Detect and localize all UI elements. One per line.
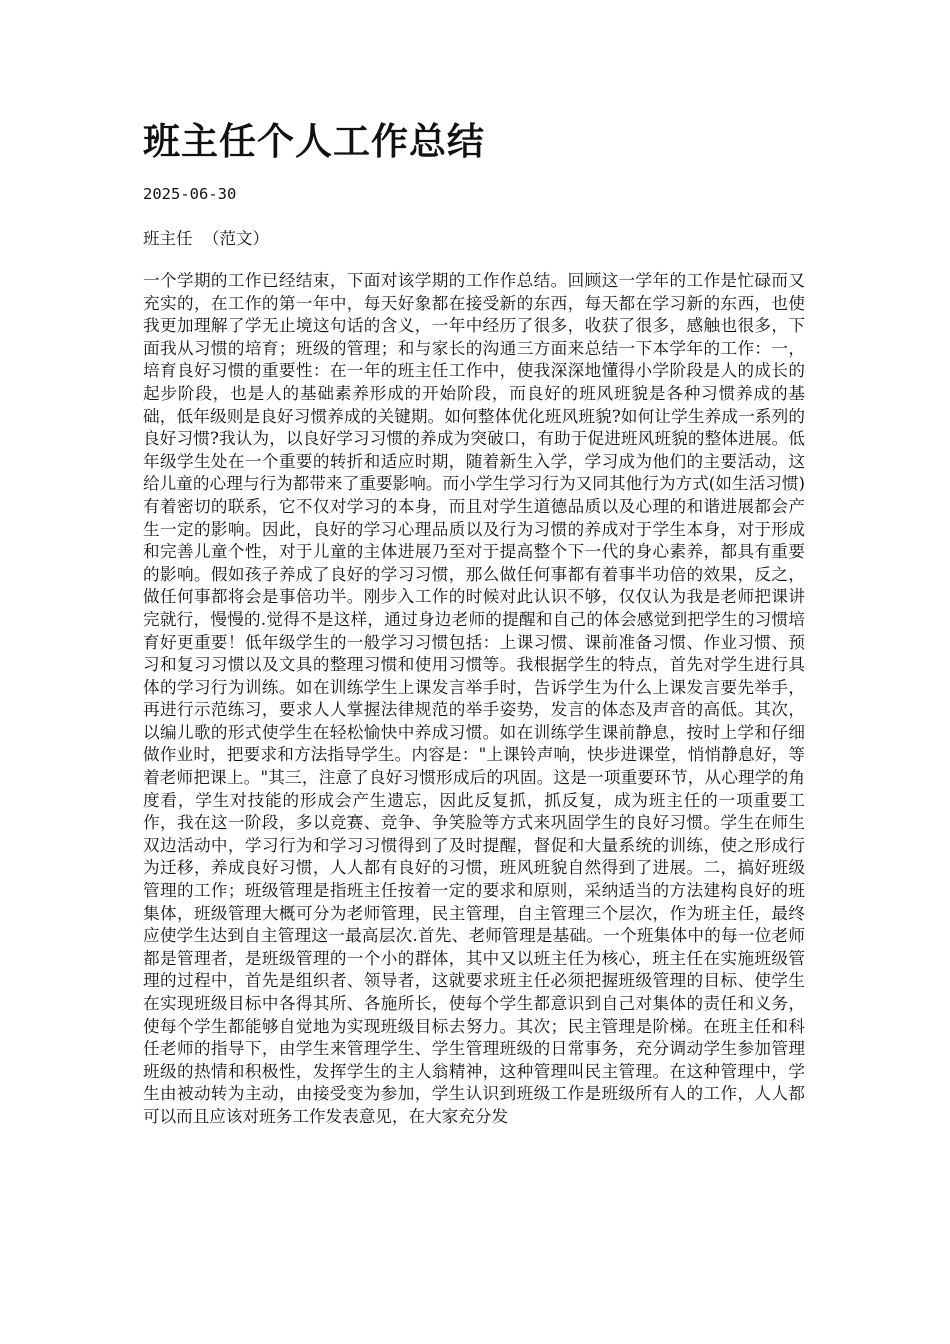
body-paragraph: 一个学期的工作已经结束，下面对该学期的工作作总结。回顾这一学年的工作是忙碌而又充实的，在工作的第一年中，每天好象都在接受新的东西，每天都在学习新的东西，也使我更加理解了学无止境这句话的含义，一年中经历了很多，收获了很多，感触也很多，下面我从习惯的培育；班级的管理；和与家长的沟通三方面来总结一下本学年的工作：一，培育良好习惯的重要性：在一年的班主任工作中，使我深深地懂得小学阶段是人的成长的起步阶段，也是人的基础素养形成的开始阶段，而良好的班风班貌是各种习惯养成的基础，低年级则是良好习惯养成的关键期。如何整体优化班风班貌?如何让学生养成一系列的良好习惯?我认为，以良好学习习惯的养成为突破口，有助于促进班风班貌的整体进展。低年级学生处在一个重要的转折和适应时期，随着新生入学，学习成为他们的主要活动，这给儿童的心理与行为都带来了重要影响。而小学生学习行为又同其他行为方式(如生活习惯)有着密切的联系，它不仅对学习的本身，而且对学生道德品质以及心理的和谐进展都会产生一定的影响。因此，良好的学习心理品质以及行为习惯的养成对于学生本身，对于形成和完善儿童个性，对于儿童的主体进展乃至对于提高整个下一代的身心素养，都具有重要的影响。假如孩子养成了良好的学习习惯，那么做任何事都有着事半功倍的效果，反之，做任何事都将会是事倍功半。刚步入工作的时候对此认识不够，仅仅认为我是老师把课讲完就行，慢慢的.觉得不是这样，通过身边老师的提醒和自己的体会感觉到把学生的习惯培育好更重要！低年级学生的一般学习习惯包括：上课习惯、课前准备习惯、作业习惯、预习和复习习惯以及文具的整理习惯和使用习惯等。我根据学生的特点，首先对学生进行具体的学习行为训练。如在训练学生上课发言举手时，告诉学生为什么上课发言要先举手，再进行示范练习，要求人人掌握法律规范的举手姿势，发言的体态及声音的高低。其次，以编儿歌的形式使学生在轻松愉快中养成习惯。如在训练学生课前静息，按时上学和仔细做作业时，把要求和方法指导学生。内容是："上课铃声响，快步进课堂，悄悄静息好，等着老师把课上。"其三，注意了良好习惯形成后的巩固。这是一项重要环节，从心理学的角度看，学生对技能的形成会产生遗忘，因此反复抓，抓反复，成为班主任的一项重要工作，我在这一阶段，多以竞赛、竞争、争笑脸等方式来巩固学生的良好习惯。学生在师生双边活动中，学习行为和学习习惯得到了及时提醒，督促和大量系统的训练，使之形成行为迁移，养成良好习惯，人人都有良好的习惯，班风班貌自然得到了进展。二，搞好班级管理的工作；班级管理是指班主任按着一定的要求和原则，采纳适当的方法建构良好的班集体，班级管理大概可分为老师管理，民主管理，自主管理三个层次，作为班主任，最终应使学生达到自主管理这一最高层次.首先、老师管理是基础。一个班集体中的每一位老师都是管理者，是班级管理的一个小的群体，其中又以班主任为核心，班主任在实施班级管理的过程中，首先是组织者、领导者，这就要求班主任必须把握班级管理的目标、使学生在实现班级目标中各得其所、各施所长，使每个学生都意识到自己对集体的责任和义务，使每个学生都能够自觉地为实现班级目标去努力。其次；民主管理是阶梯。在班主任和科任老师的指导下，由学生来管理学生、学生管理班级的日常事务，充分调动学生参加管理班级的热情和积极性，发挥学生的主人翁精神，这种管理叫民主管理。在这种管理中，学生由被动转为主动，由接受变为参加，学生认识到班级工作是班级所有人的工作，人人都可以而且应该对班务工作发表意见，在大家充分发 [143, 271, 805, 1126]
author-line: 班主任 （范文） [143, 229, 269, 248]
publish-date: 2025-06-30 [143, 185, 237, 203]
document-title: 班主任个人工作总结 [143, 120, 485, 163]
